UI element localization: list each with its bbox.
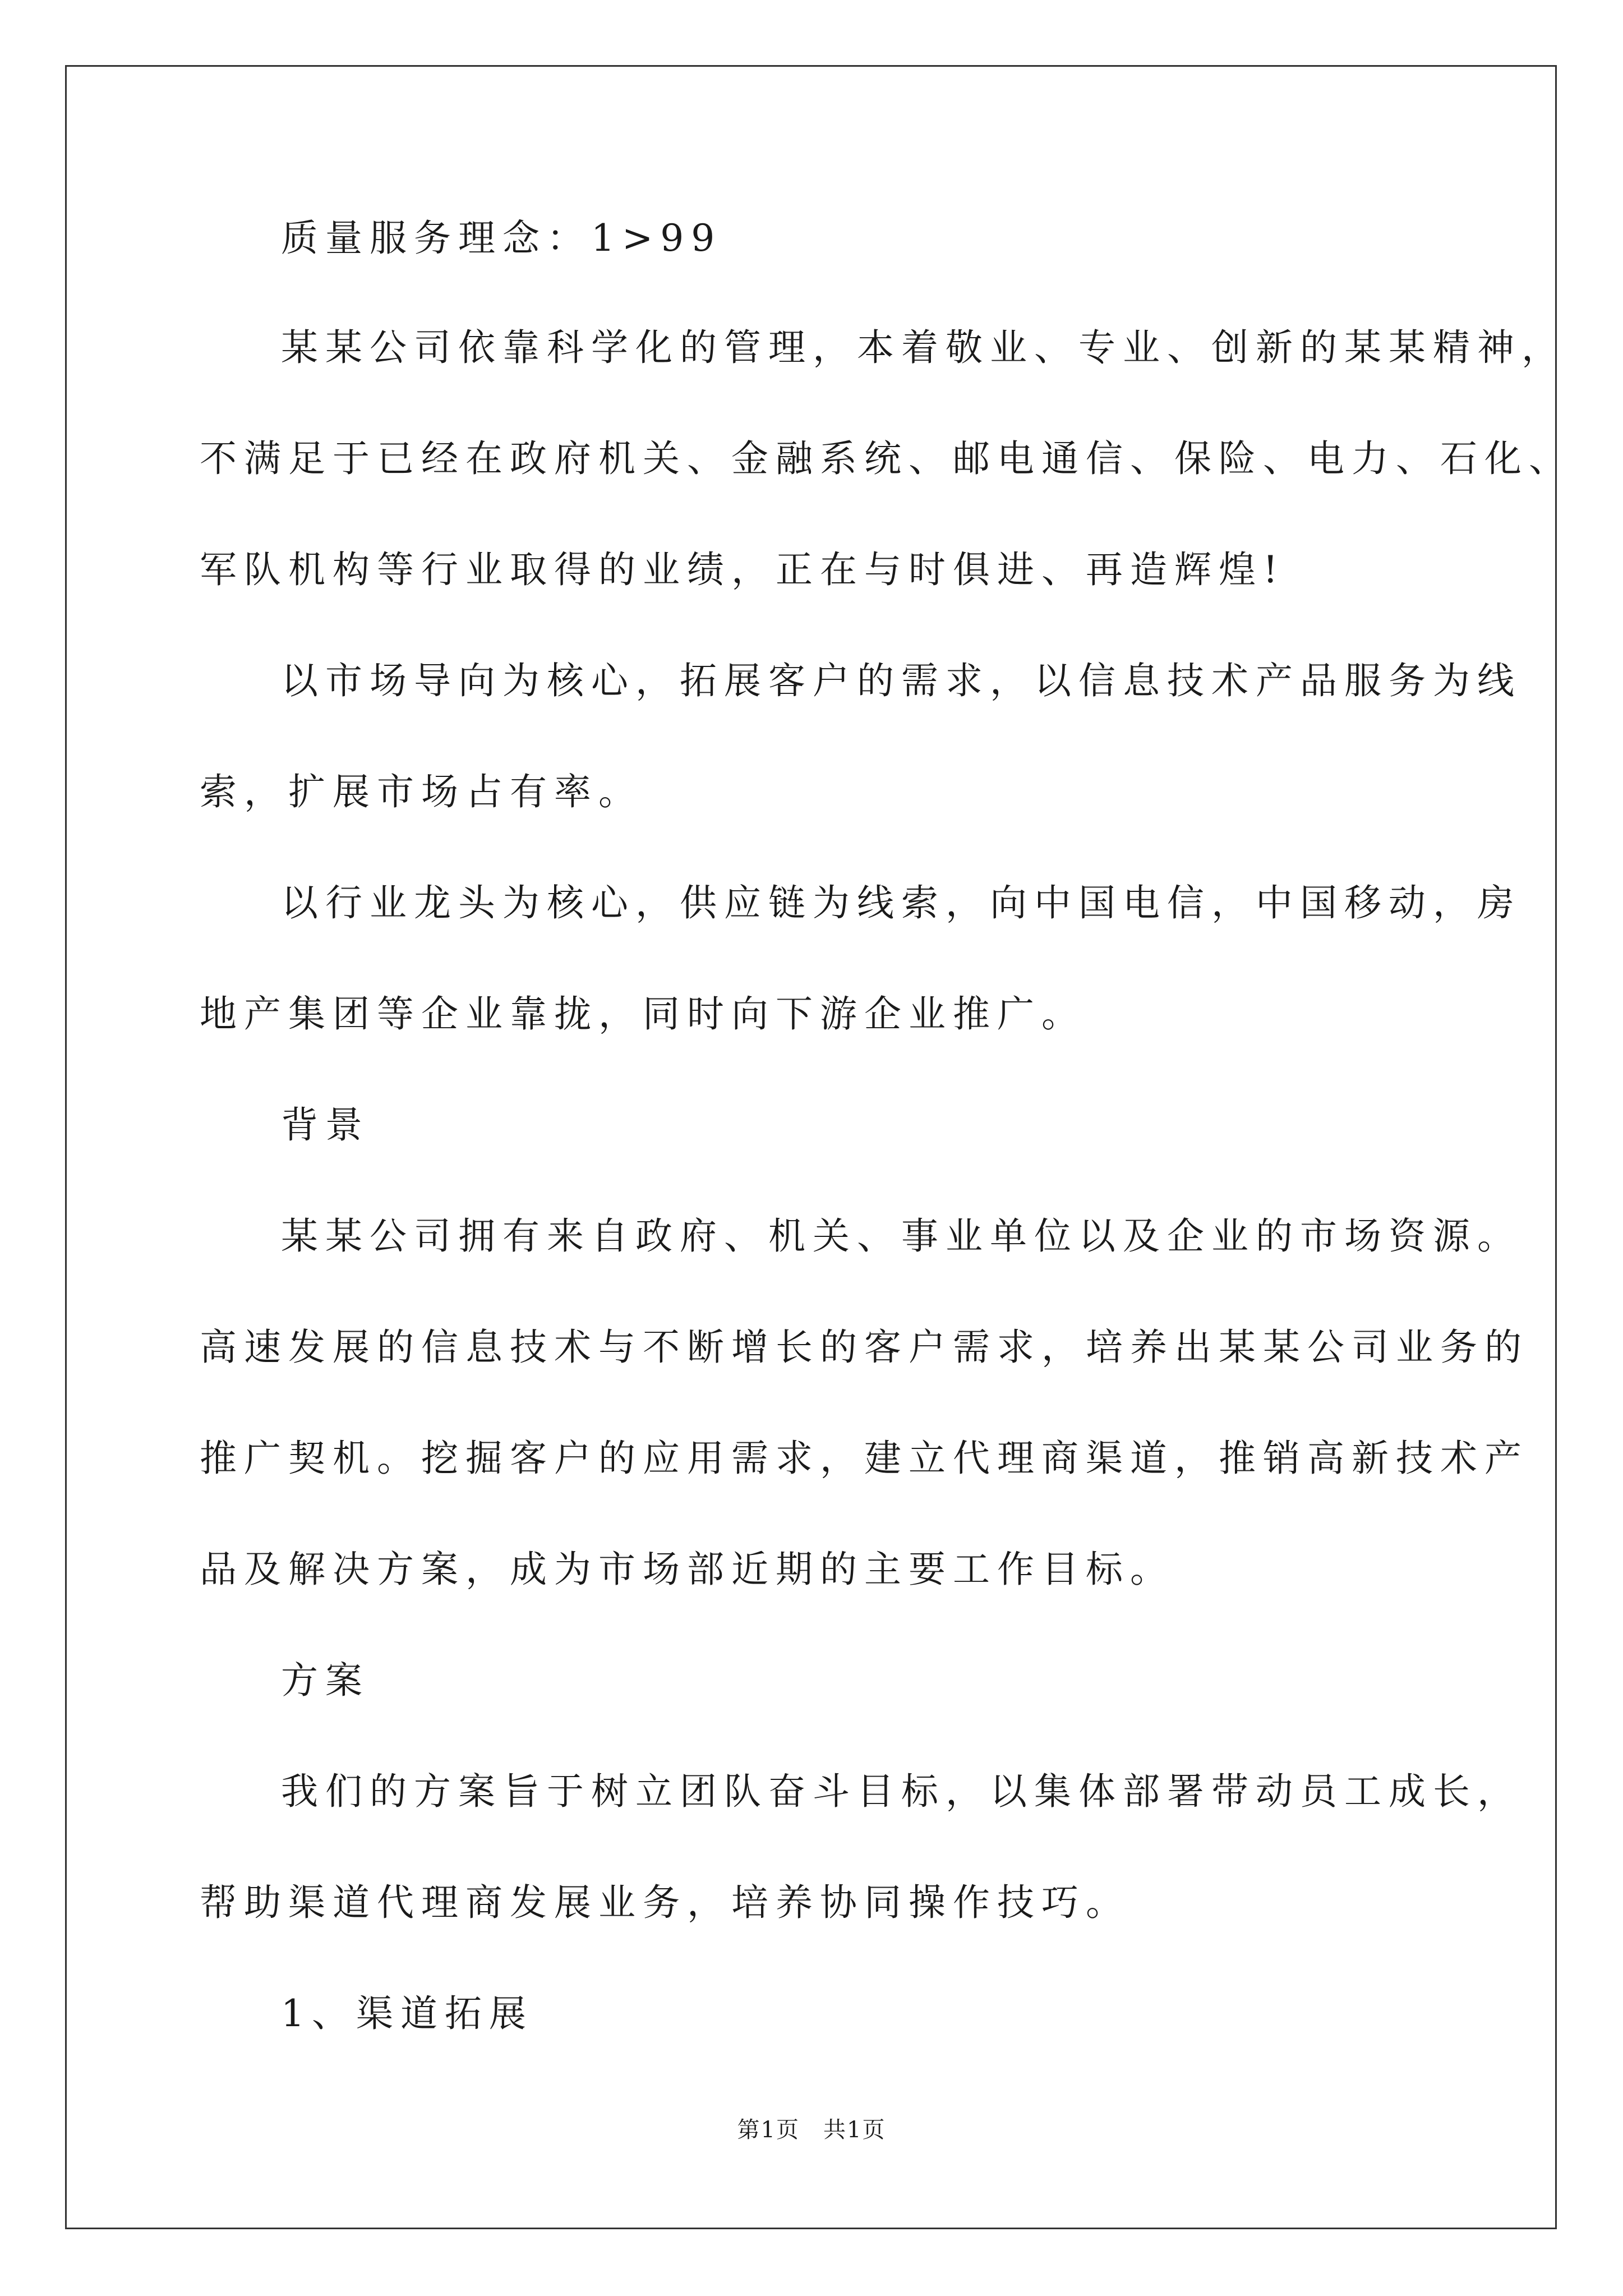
paragraph-1-line-3: 军队机构等行业取得的业绩，正在与时俱进、再造辉煌! bbox=[200, 548, 1285, 591]
heading-plan: 方案 bbox=[281, 1659, 370, 1702]
paragraph-1-line-2: 不满足于已经在政府机关、金融系统、邮电通信、保险、电力、石化、 bbox=[200, 437, 1573, 480]
paragraph-3-line-1: 以行业龙头为核心，供应链为线索，向中国电信，中国移动，房 bbox=[281, 881, 1521, 924]
paragraph-4-line-3: 推广契机。挖掘客户的应用需求，建立代理商渠道，推销高新技术产 bbox=[200, 1437, 1529, 1480]
quality-service-line: 质量服务理念：1>99 bbox=[281, 217, 722, 260]
paragraph-2-line-2: 索，扩展市场占有率。 bbox=[200, 770, 643, 813]
paragraph-3-line-2: 地产集团等企业靠拢，同时向下游企业推广。 bbox=[200, 992, 1086, 1036]
paragraph-5-line-2: 帮助渠道代理商发展业务，培养协同操作技巧。 bbox=[200, 1881, 1130, 1924]
page-number-footer: 第1页 共1页 bbox=[737, 2117, 886, 2143]
paragraph-5-line-1: 我们的方案旨于树立团队奋斗目标，以集体部署带动员工成长， bbox=[281, 1770, 1521, 1813]
paragraph-4-line-4: 品及解决方案，成为市场部近期的主要工作目标。 bbox=[200, 1548, 1174, 1591]
section-channel-expansion: 1、渠道拓展 bbox=[281, 1992, 533, 2035]
paragraph-2-line-1: 以市场导向为核心，拓展客户的需求，以信息技术产品服务为线 bbox=[281, 659, 1521, 702]
paragraph-4-line-2: 高速发展的信息技术与不断增长的客户需求，培养出某某公司业务的 bbox=[200, 1326, 1529, 1369]
heading-background: 背景 bbox=[281, 1103, 370, 1147]
paragraph-1-line-1: 某某公司依靠科学化的管理，本着敬业、专业、创新的某某精神， bbox=[281, 326, 1566, 369]
paragraph-4-line-1: 某某公司拥有来自政府、机关、事业单位以及企业的市场资源。 bbox=[281, 1214, 1521, 1258]
